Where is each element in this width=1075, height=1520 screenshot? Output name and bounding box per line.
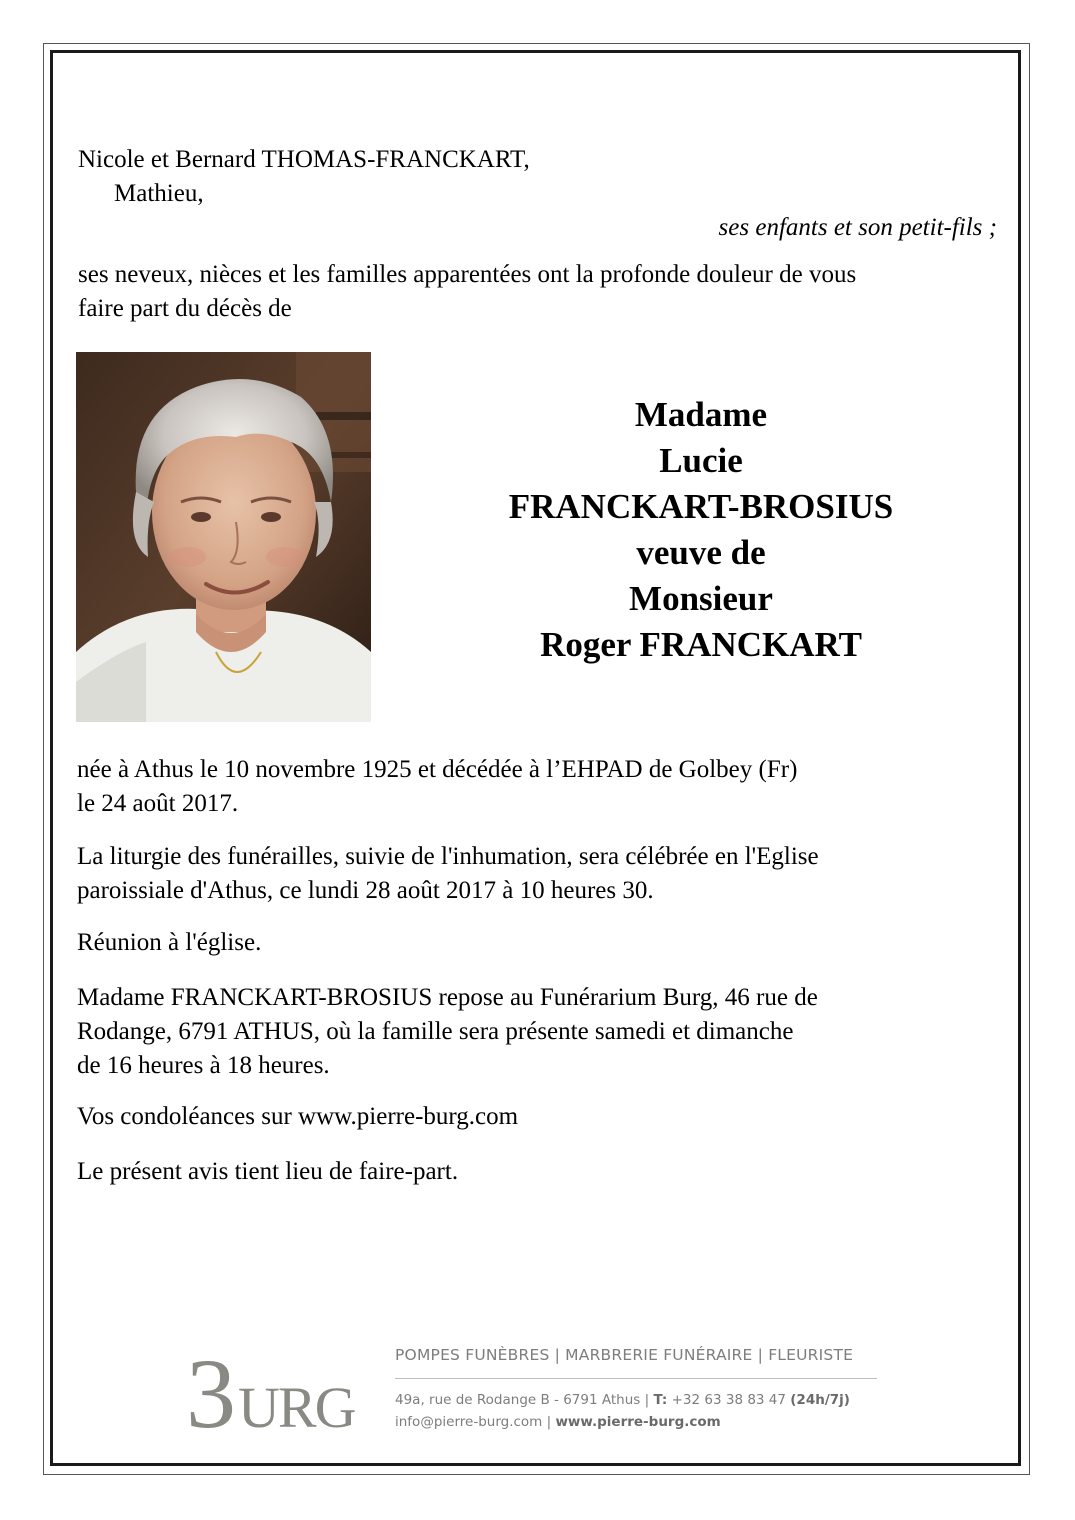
spouse-name: Roger FRANCKART <box>540 625 862 664</box>
footer-address: 49a, rue de Rodange B - 6791 Athus | <box>395 1392 654 1408</box>
rest-line-1: Madame FRANCKART-BROSIUS repose au Funérarium Burg, 46 rue de <box>77 984 818 1011</box>
family-line-1: Nicole et Bernard THOMAS-FRANCKART, <box>78 146 530 173</box>
footer-contact-line <box>395 1414 721 1430</box>
liturgy-line-1: La liturgie des funérailles, suivie de l'inhumation, sera célébrée en l'Eglise <box>77 843 819 870</box>
footer-services: POMPES FUNÈBRES | MARBRERIE FUNÉRAIRE | FLEURISTE <box>395 1346 854 1364</box>
spouse-title: Monsieur <box>629 579 773 618</box>
notice-text: Le présent avis tient lieu de faire-part. <box>77 1158 459 1185</box>
birth-line-1: née à Athus le 10 novembre 1925 et décédée à l’EHPAD de Golbey (Fr) <box>77 756 798 783</box>
deceased-first-name: Lucie <box>659 441 743 480</box>
portrait-photo <box>76 352 371 722</box>
notice-paragraph <box>77 1155 458 1189</box>
family-relation: ses enfants et son petit-fils ; <box>718 214 997 241</box>
footer-email: info@pierre-burg.com | <box>395 1414 556 1430</box>
footer-address-line <box>395 1392 850 1408</box>
birth-line-2: le 24 août 2017. <box>77 790 239 817</box>
meeting-paragraph <box>77 926 261 960</box>
family-line-2: Mathieu, <box>114 180 204 207</box>
widow-of-label: veuve de <box>636 533 766 572</box>
liturgy-paragraph <box>77 840 819 908</box>
deceased-title: Madame <box>634 395 768 434</box>
rest-line-2: Rodange, 6791 ATHUS, où la famille sera présente samedi et dimanche <box>77 1018 794 1045</box>
logo-letters-urg: URG <box>238 1375 355 1435</box>
condolences-paragraph <box>77 1100 518 1134</box>
footer-phone-hours: (24h/7j) <box>790 1392 850 1408</box>
condolences-text: Vos condoléances sur www.pierre-burg.com <box>77 1103 519 1130</box>
meeting-text: Réunion à l'église. <box>77 929 262 956</box>
footer-phone: +32 63 38 83 47 <box>667 1392 791 1408</box>
logo-letter-b: 3 <box>186 1345 236 1435</box>
deceased-surname: FRANCKART-BROSIUS <box>508 487 894 526</box>
birth-death-paragraph <box>77 753 797 821</box>
footer-phone-label: T: <box>653 1392 668 1408</box>
announce-line-1: ses neveux, nièces et les familles apparentées ont la profonde douleur de vous <box>78 261 857 288</box>
rest-paragraph <box>77 981 818 1083</box>
liturgy-line-2: paroissiale d'Athus, ce lundi 28 août 2017 à 10 heures 30. <box>77 877 654 904</box>
footer-website: www.pierre-burg.com <box>555 1414 721 1430</box>
rest-line-3: de 16 heures à 18 heures. <box>77 1052 330 1079</box>
announce-line-2: faire part du décès de <box>78 295 292 322</box>
deceased-name-block <box>431 392 971 668</box>
burg-logo <box>186 1345 356 1435</box>
footer-divider <box>395 1378 877 1379</box>
